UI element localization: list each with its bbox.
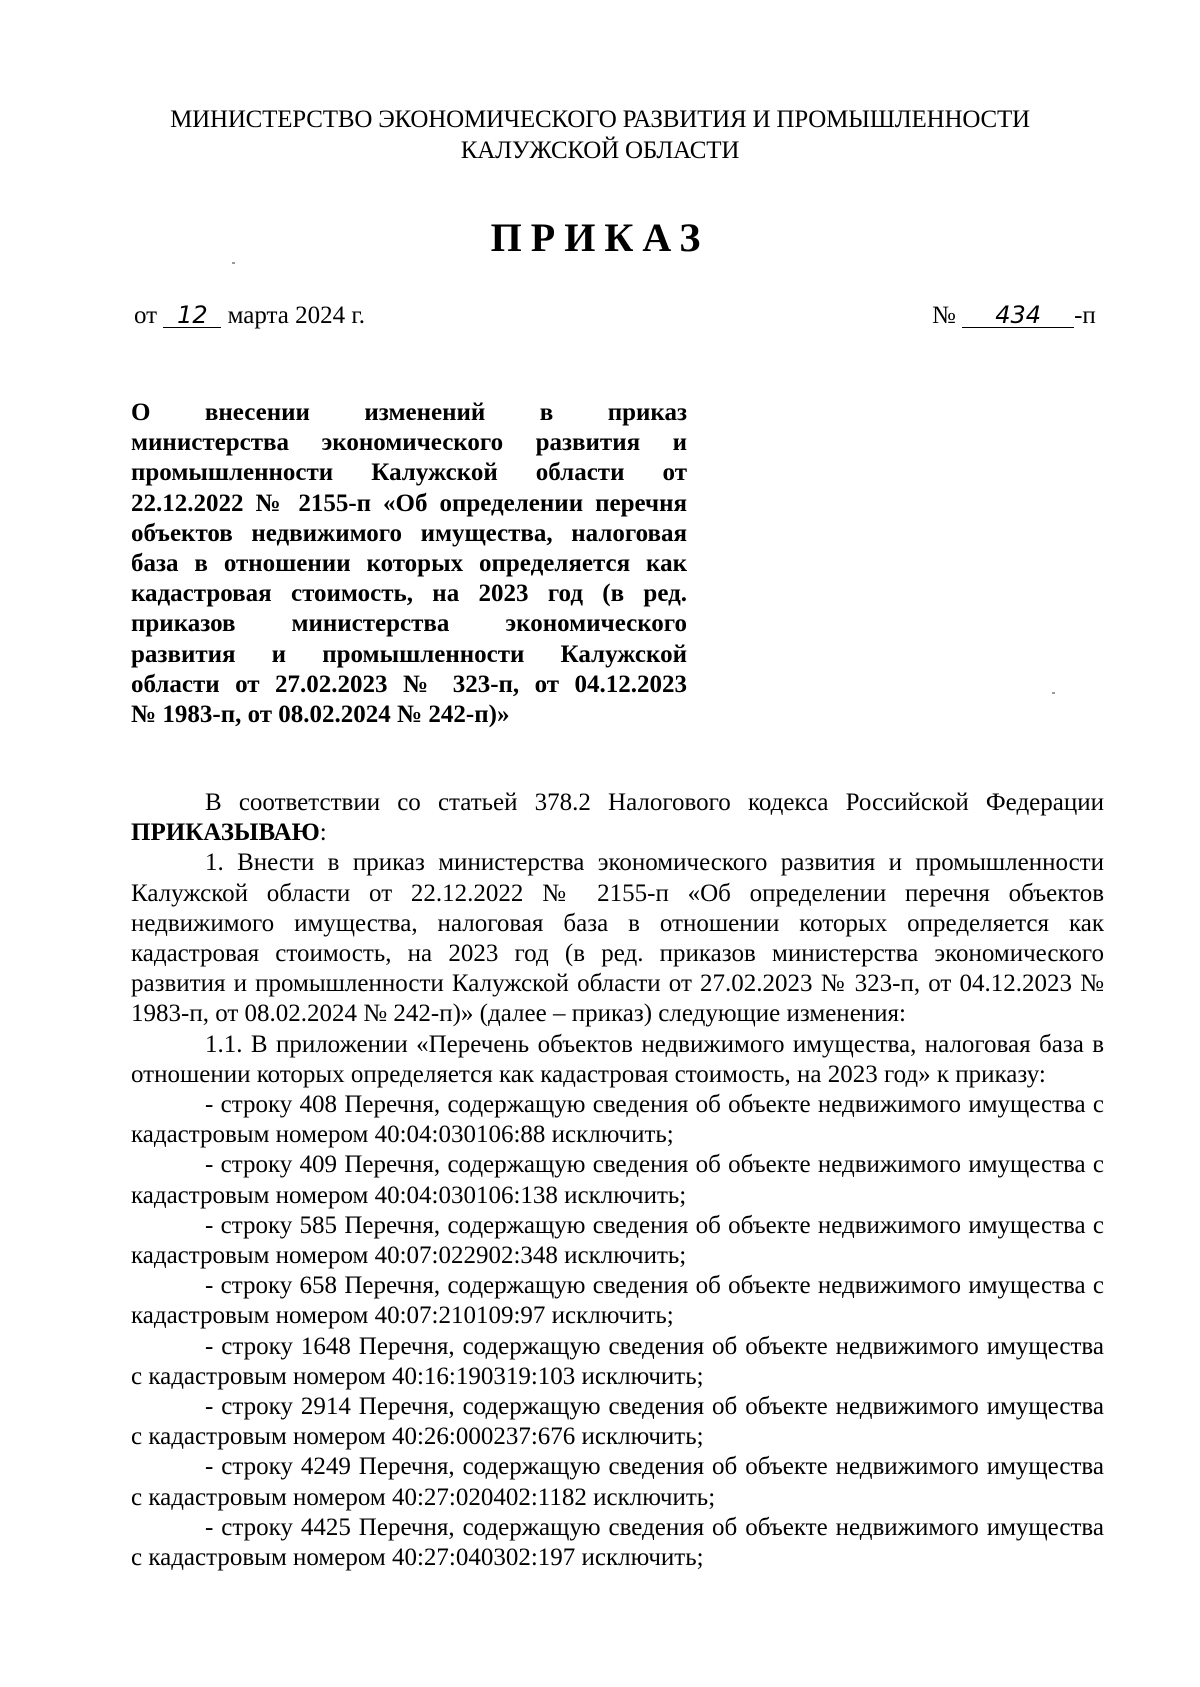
- subject-line: министерства экономического развития и: [131, 429, 687, 457]
- list-item: - строку 4425 Перечня, содержащую сведения об объекте недвижимого имущества с кадастровым номером 40:27:040302:197 исключить;: [131, 1513, 1104, 1572]
- list-item: - строку 408 Перечня, содержащую сведения об объекте недвижимого имущества с кадастровым номером 40:04:030106:88 исключить;: [131, 1091, 1104, 1149]
- subject-line: приказов министерства экономического: [131, 610, 687, 638]
- ministry-name-line1: МИНИСТЕРСТВО ЭКОНОМИЧЕСКОГО РАЗВИТИЯ И ПРОМЫШЛЕННОСТИ: [170, 106, 1030, 133]
- preamble: В соответствии со статьей 378.2 Налогового кодекса Российской Федерации: [205, 789, 1104, 816]
- ministry-name-line2: КАЛУЖСКОЙ ОБЛАСТИ: [460, 137, 740, 164]
- order-colon: :: [319, 819, 327, 847]
- subject-line: О внесении изменений в приказ: [131, 399, 687, 426]
- list-item: - строку 658 Перечня, содержащую сведения об объекте недвижимого имущества с кадастровым номером 40:07:210109:97 исключить;: [131, 1272, 1104, 1330]
- list-item: - строку 585 Перечня, содержащую сведения об объекте недвижимого имущества с кадастровым номером 40:07:022902:348 исключить;: [131, 1211, 1104, 1270]
- ministry-header: [0, 104, 1200, 166]
- date-month-year: марта 2024 г.: [227, 302, 366, 329]
- subject-line: 22.12.2022 № 2155-п «Об определении перечня: [131, 489, 687, 517]
- subject-line: развития и промышленности Калужской: [131, 640, 687, 668]
- date-prefix: от: [134, 302, 158, 329]
- document-subject: [131, 398, 687, 730]
- list-item: - строку 1648 Перечня, содержащую сведения об объекте недвижимого имущества с кадастровым номером 40:16:190319:103 исключить;: [131, 1332, 1104, 1390]
- subject-line: объектов недвижимого имущества, налоговая: [131, 519, 687, 547]
- item-1-1: 1.1. В приложении «Перечень объектов недвижимого имущества, налоговая база в отношении которых определяется как кадастровая стоимость, на 2023 год» к приказу:: [131, 1030, 1104, 1088]
- document-number: [932, 302, 1096, 330]
- list-item: - строку 409 Перечня, содержащую сведения об объекте недвижимого имущества с кадастровым номером 40:04:030106:138 исключить;: [131, 1151, 1104, 1209]
- subject-line: промышленности Калужской области от: [131, 459, 687, 487]
- document-title: ПРИКАЗ: [490, 215, 710, 260]
- subject-line: кадастровая стоимость, на 2023 год (в ред.: [131, 580, 687, 608]
- order-word: ПРИКАЗЫВАЮ: [131, 819, 320, 847]
- subject-line: области от 27.02.2023 № 323-п, от 04.12.2023: [131, 670, 687, 698]
- scan-speck: [1052, 692, 1055, 694]
- document-date: [134, 302, 365, 330]
- document-body: [131, 788, 1104, 1573]
- scan-speck: [232, 262, 235, 264]
- list-item: - строку 2914 Перечня, содержащую сведения об объекте недвижимого имущества с кадастровым номером 40:26:000237:676 исключить;: [131, 1393, 1104, 1451]
- order-line: [131, 818, 1104, 848]
- number-handwritten: 434: [962, 303, 1074, 328]
- subject-line: база в отношении которых определяется как: [131, 550, 687, 578]
- subject-line: № 1983-п, от 08.02.2024 № 242-п)»: [131, 701, 510, 729]
- number-prefix: №: [932, 302, 956, 329]
- date-day-handwritten: 12: [163, 303, 221, 328]
- item-1: 1. Внести в приказ министерства экономического развития и промышленности Калужской области от 22.12.2022 № 2155-п «Об определении перечня объектов недвижимого имущества, налоговая база в отношении которых определяется как кадастровая стоимость, на 2023 год (в ред. приказов министерства экономического развития и промышленности Калужской области от 27.02.2023 № 323-п, от 04.12.2023 № 1983-п, от 08.02.2024 № 242-п)» (далее – приказ) следующие изменения:: [131, 849, 1104, 1028]
- list-item: - строку 4249 Перечня, содержащую сведения об объекте недвижимого имущества с кадастровым номером 40:27:020402:1182 исключить;: [131, 1453, 1104, 1511]
- number-suffix: -п: [1074, 302, 1096, 329]
